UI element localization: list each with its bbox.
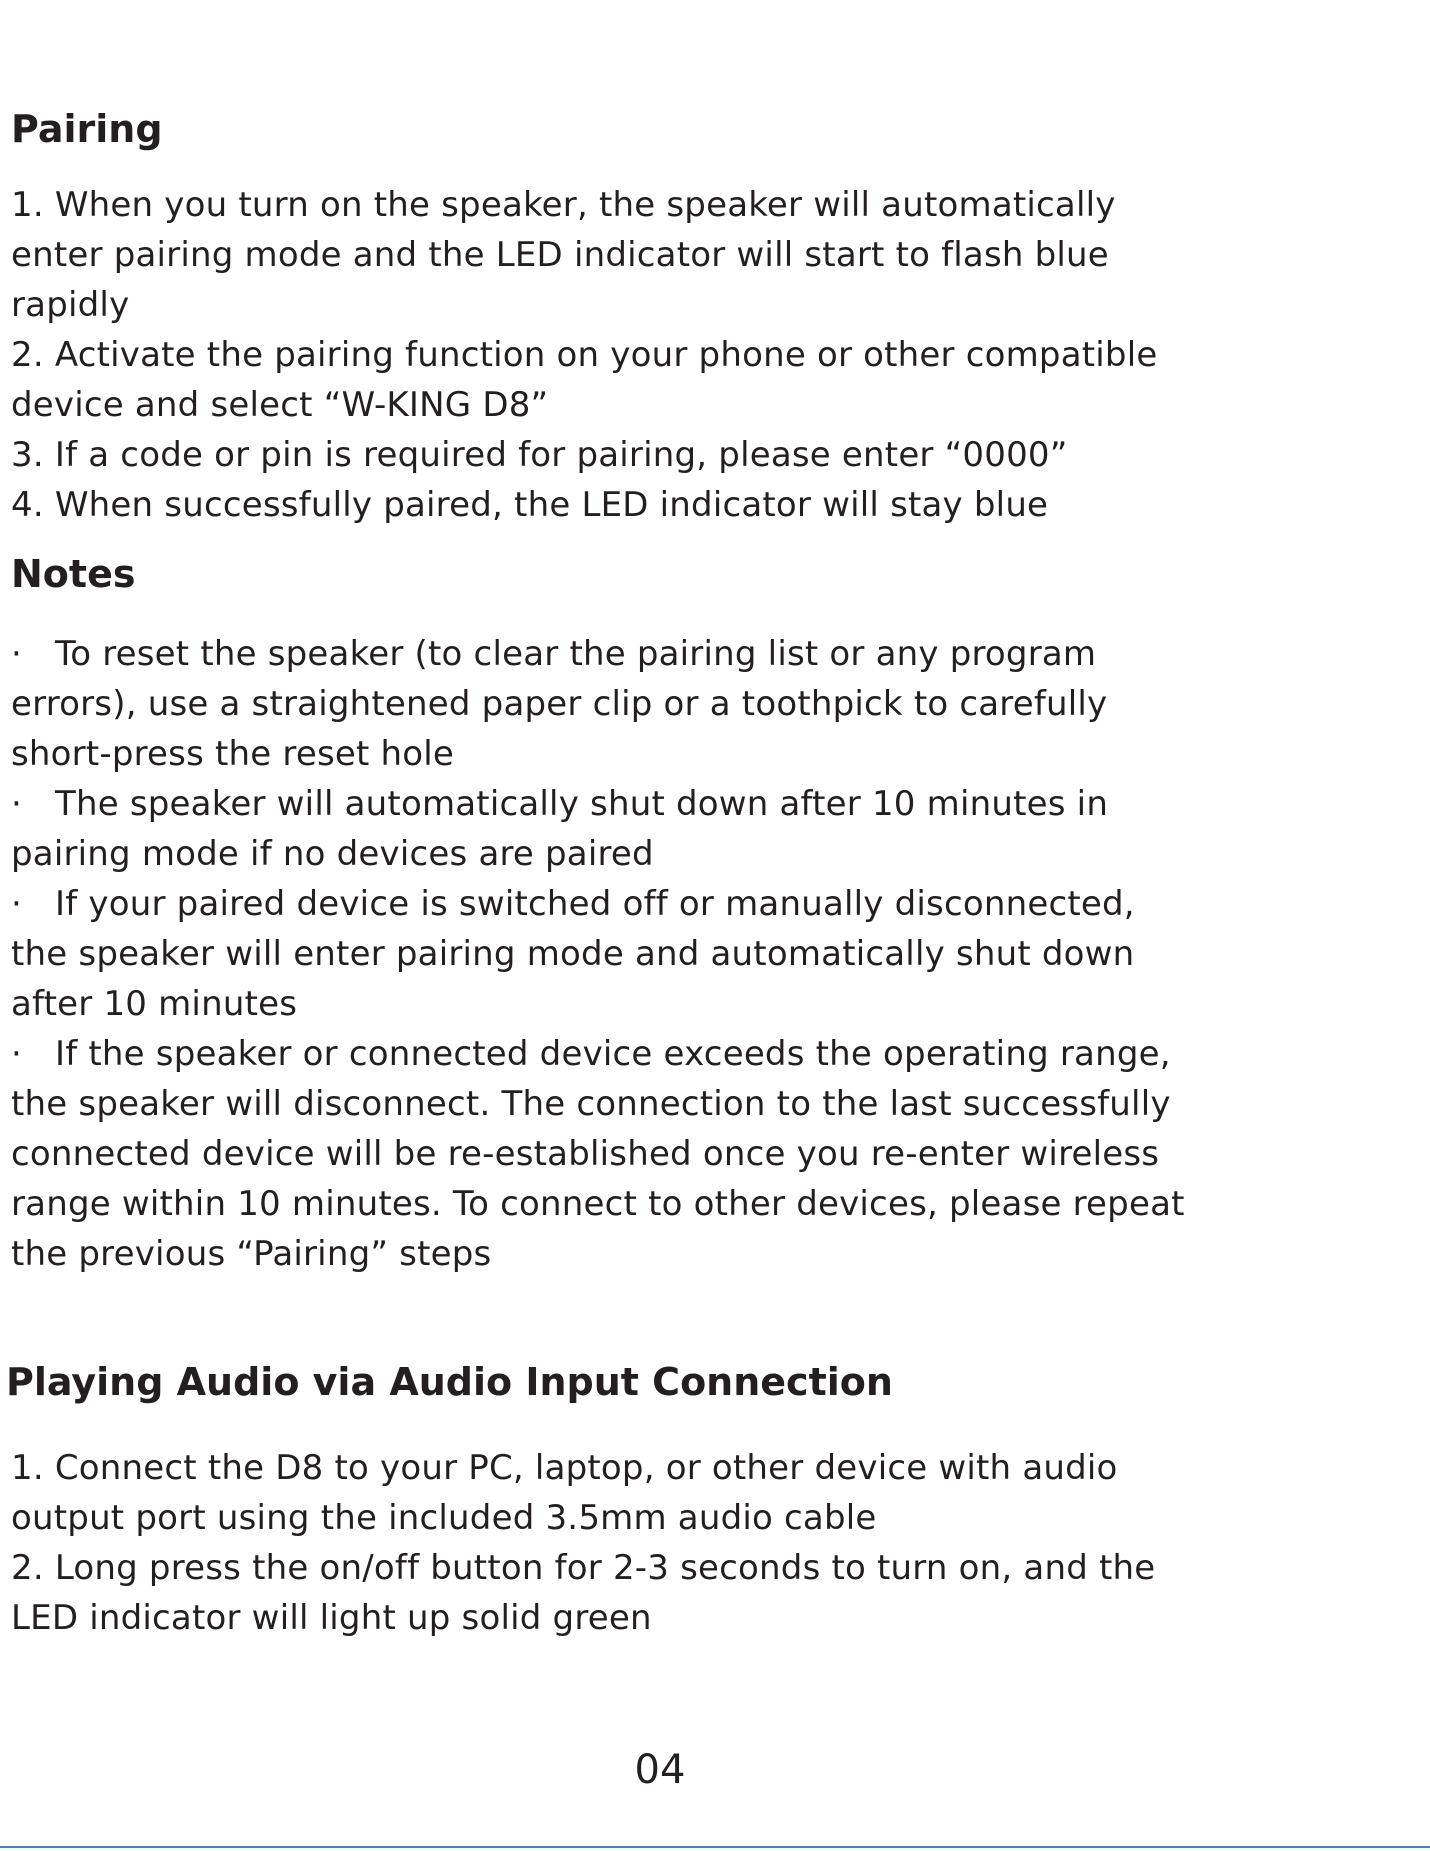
pairing-line: 2. Activate the pairing function on your phone or other compatible <box>11 335 1158 375</box>
notes-line-text: The speaker will automatically shut down after 10 minutes in <box>55 784 1109 824</box>
notes-line: the speaker will disconnect. The connection to the last successfully <box>11 1084 1171 1124</box>
audio-input-line: 1. Connect the D8 to your PC, laptop, or other device with audio <box>11 1448 1118 1488</box>
pairing-heading: Pairing <box>11 107 163 151</box>
notes-line: short-press the reset hole <box>11 734 455 774</box>
bullet-dot: · <box>11 634 23 674</box>
bottom-rule <box>0 1846 1430 1848</box>
audio-input-line: 2. Long press the on/off button for 2-3 seconds to turn on, and the <box>11 1548 1156 1588</box>
page-number: 04 <box>634 1747 686 1793</box>
pairing-line: 3. If a code or pin is required for pairing, please enter “0000” <box>11 435 1068 475</box>
notes-line: the speaker will enter pairing mode and automatically shut down <box>11 934 1135 974</box>
notes-line: the previous “Pairing” steps <box>11 1234 492 1274</box>
bullet-dot: · <box>11 884 23 924</box>
pairing-line: enter pairing mode and the LED indicator will start to flash blue <box>11 235 1109 275</box>
notes-line: errors), use a straightened paper clip or a toothpick to carefully <box>11 684 1108 724</box>
notes-line: connected device will be re-established once you re-enter wireless <box>11 1134 1160 1174</box>
pairing-line: 1. When you turn on the speaker, the speaker will automatically <box>11 185 1116 225</box>
notes-line-text: To reset the speaker (to clear the pairing list or any program <box>55 634 1097 674</box>
notes-line: after 10 minutes <box>11 984 298 1024</box>
notes-line: range within 10 minutes. To connect to other devices, please repeat <box>11 1184 1185 1224</box>
notes-line: pairing mode if no devices are paired <box>11 834 654 874</box>
audio-input-line: LED indicator will light up solid green <box>11 1598 652 1638</box>
pairing-line: device and select “W-KING D8” <box>11 385 549 425</box>
audio-input-line: output port using the included 3.5mm audio cable <box>11 1498 877 1538</box>
bullet-dot: · <box>11 1034 23 1074</box>
notes-line-text: If your paired device is switched off or manually disconnected, <box>55 884 1135 924</box>
notes-line <box>11 629 1096 679</box>
pairing-line: rapidly <box>11 285 130 325</box>
notes-heading: Notes <box>11 552 136 596</box>
audio-input-heading: Playing Audio via Audio Input Connection <box>6 1360 893 1404</box>
notes-line <box>11 779 1108 829</box>
bullet-dot: · <box>11 784 23 824</box>
notes-line <box>11 879 1135 929</box>
pairing-line: 4. When successfully paired, the LED indicator will stay blue <box>11 485 1049 525</box>
notes-line-text: If the speaker or connected device exceeds the operating range, <box>55 1034 1171 1074</box>
notes-line <box>11 1029 1171 1079</box>
